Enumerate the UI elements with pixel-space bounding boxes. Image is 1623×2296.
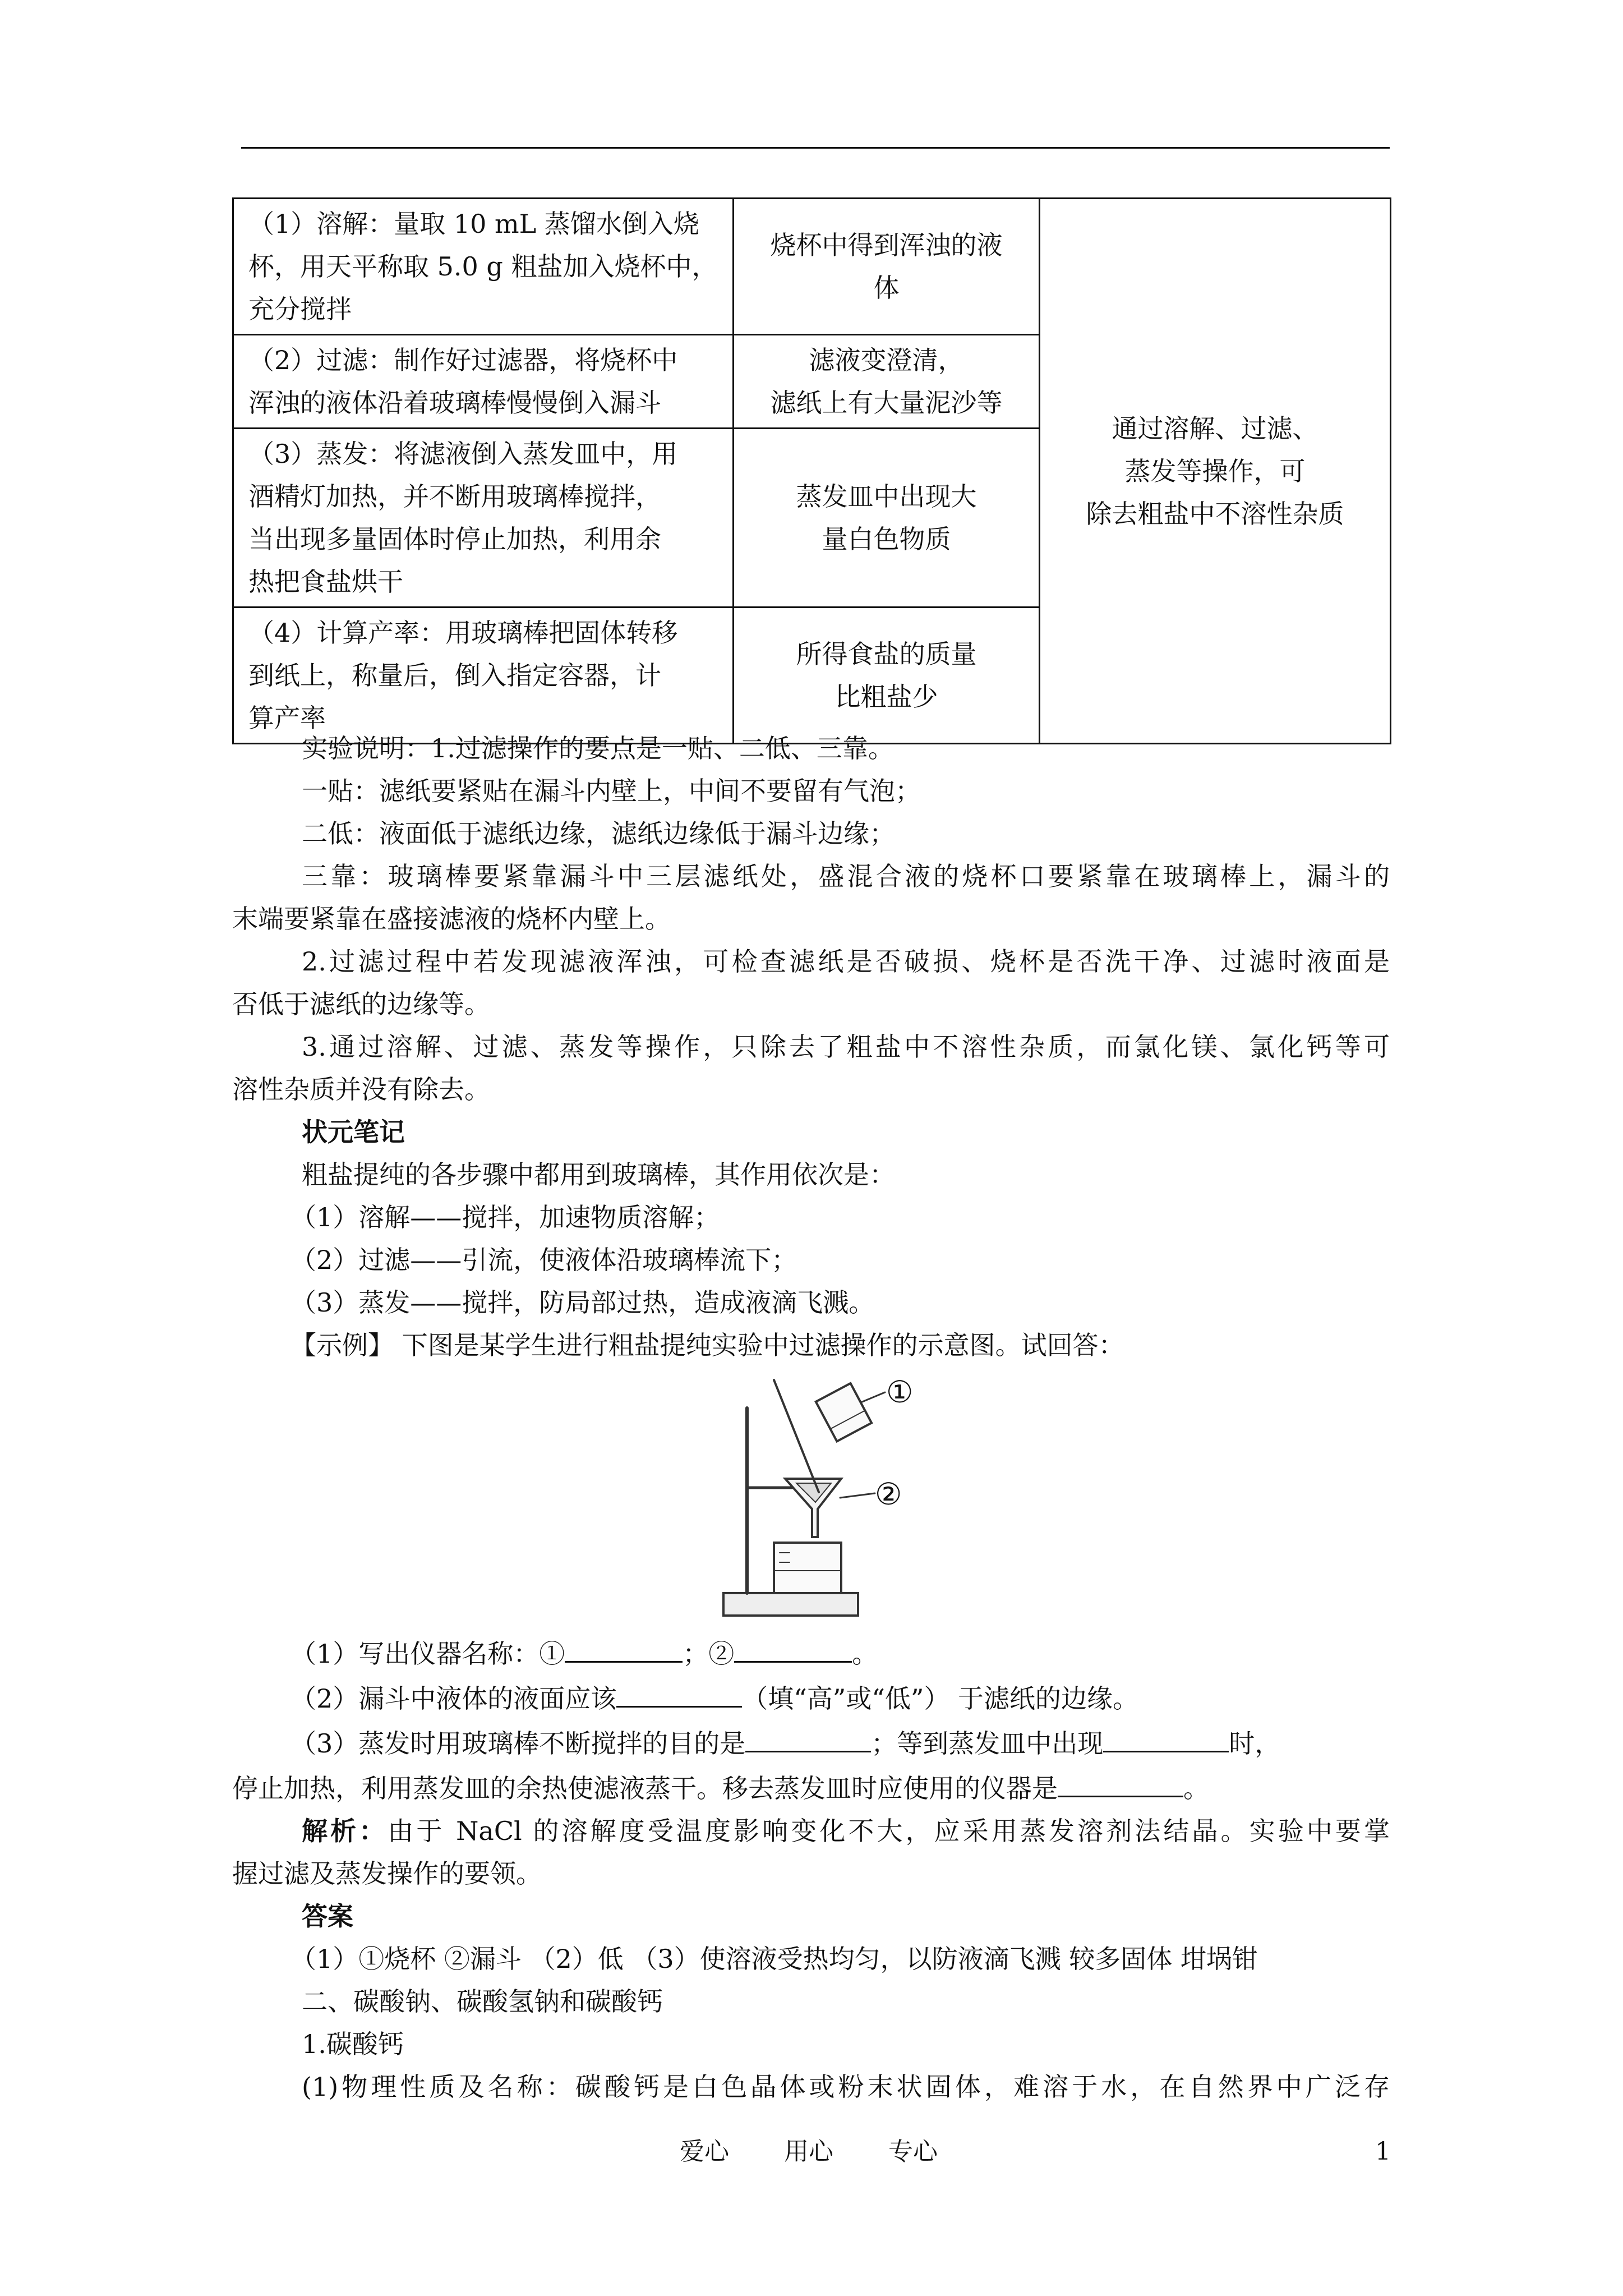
question-3-cont: 停止加热，利用蒸发皿的余热使滤液蒸干。移去蒸发皿时应使用的仪器是 。 [232, 1765, 1390, 1810]
question-3: （3）蒸发时用玻璃棒不断搅拌的目的是 ；等到蒸发皿中出现 时， [232, 1720, 1390, 1765]
header-rule [241, 147, 1390, 149]
answer-blank [734, 1630, 852, 1663]
answer-blank [1103, 1720, 1229, 1752]
example-questions [232, 1630, 1390, 2108]
notes-3: 3.通过溶解、过滤、蒸发等操作，只除去了粗盐中不溶性杂质，而氯化镁、氯化钙等可 [302, 1032, 1390, 1062]
phenomenon-cell: 滤液变澄清， 滤纸上有大量泥沙等 [734, 335, 1040, 429]
pouring-beaker [816, 1383, 872, 1441]
conclusion-cell: 通过溶解、过滤、 蒸发等操作，可 除去粗盐中不溶性杂质 [1040, 199, 1391, 744]
section-subheading: 1.碳酸钙 [302, 2029, 404, 2059]
section-heading: 二、碳酸钠、碳酸氢钠和碳酸钙 [302, 1986, 663, 2017]
glass-rod [774, 1380, 819, 1492]
notebook-title: 状元笔记 [302, 1117, 405, 1147]
notes-two: 二低：液面低于滤纸边缘，滤纸边缘低于漏斗边缘； [302, 818, 895, 849]
phenomenon-cell: 所得食盐的质量 比粗盐少 [734, 608, 1040, 744]
step-cell: （3）蒸发：将滤液倒入蒸发皿中，用 酒精灯加热，并不断用玻璃棒搅拌， 当出现多量固体时停止加热，利用余 热把食盐烘干 [233, 429, 734, 608]
phenomenon-cell: 蒸发皿中出现大 量白色物质 [734, 429, 1040, 608]
notes-one: 一贴：滤纸要紧贴在漏斗内壁上，中间不要留有气泡； [302, 776, 921, 806]
answer-blank [1058, 1765, 1183, 1797]
notebook-item: （3）蒸发——搅拌，防局部过热，造成液滴飞溅。 [291, 1287, 875, 1318]
figure-label-2: ② [875, 1476, 902, 1512]
answer-text: （1）①烧杯 ②漏斗 （2）低 （3）使溶液受热均匀，以防液滴飞溅 较多固体 坩埚钳 [291, 1944, 1258, 1974]
analysis-cont: 握过滤及蒸发操作的要领。 [232, 1858, 542, 1889]
stand-base [723, 1593, 858, 1616]
notes-three: 三靠：玻璃棒要紧靠漏斗中三层滤纸处，盛混合液的烧杯口要紧靠在玻璃棒上，漏斗的 [302, 861, 1390, 891]
section-paragraph: (1)物理性质及名称：碳酸钙是白色晶体或粉末状固体，难溶于水，在自然界中广泛存 [302, 2072, 1390, 2102]
table-row [233, 199, 1391, 335]
step-cell: （2）过滤：制作好过滤器，将烧杯中 浑浊的液体沿着玻璃棒慢慢倒入漏斗 [233, 335, 734, 429]
answer-blank [565, 1630, 683, 1663]
step-cell: （4）计算产率：用玻璃棒把固体转移 到纸上，称量后，倒入指定容器，计 算产率 [233, 608, 734, 744]
answer-blank [745, 1720, 871, 1752]
notebook-intro: 粗盐提纯的各步骤中都用到玻璃棒，其作用依次是： [302, 1159, 895, 1190]
phenomenon-cell: 烧杯中得到浑浊的液 体 [734, 199, 1040, 335]
notes-intro: 实验说明：1.过滤操作的要点是一贴、二低、三靠。 [302, 733, 894, 763]
experiment-table [232, 197, 1391, 744]
notes-three-cont: 末端要紧靠在盛接滤液的烧杯内壁上。 [232, 904, 671, 934]
analysis: 解析：由于 NaCl 的溶解度受温度影响变化不大，应采用蒸发溶剂法结晶。实验中要掌 [302, 1816, 1390, 1846]
experiment-notes [232, 727, 1390, 1366]
notes-3-cont: 溶性杂质并没有除去。 [232, 1074, 490, 1105]
footer-motto: 爱心 用心 专心 [680, 2137, 938, 2166]
page-number: 1 [1375, 2137, 1391, 2166]
figure-label-1: ① [886, 1374, 914, 1410]
filtration-apparatus-figure [707, 1369, 942, 1627]
receiving-beaker [774, 1543, 841, 1593]
notes-2: 2.过滤过程中若发现滤液浑浊，可检查滤纸是否破损、烧杯是否洗干净、过滤时液面是 [302, 946, 1390, 977]
notebook-item: （2）过滤——引流，使液体沿玻璃棒流下； [291, 1245, 797, 1275]
question-1: （1）写出仪器名称：① ；② 。 [232, 1630, 1390, 1675]
example-lead: 【示例】 下图是某学生进行粗盐提纯实验中过滤操作的示意图。试回答： [291, 1330, 1124, 1360]
notebook-item: （1）溶解——搅拌，加速物质溶解； [291, 1202, 720, 1232]
notes-2-cont: 否低于滤纸的边缘等。 [232, 989, 490, 1019]
answer-blank [616, 1675, 742, 1708]
answer-title: 答案 [302, 1901, 353, 1931]
question-2: （2）漏斗中液体的液面应该 （填“高”或“低”） 于滤纸的边缘。 [232, 1675, 1390, 1720]
step-cell: （1）溶解：量取 10 mL 蒸馏水倒入烧 杯，用天平称取 5.0 g 粗盐加入烧杯中， 充分搅拌 [233, 199, 734, 335]
page-footer [0, 2135, 1623, 2169]
